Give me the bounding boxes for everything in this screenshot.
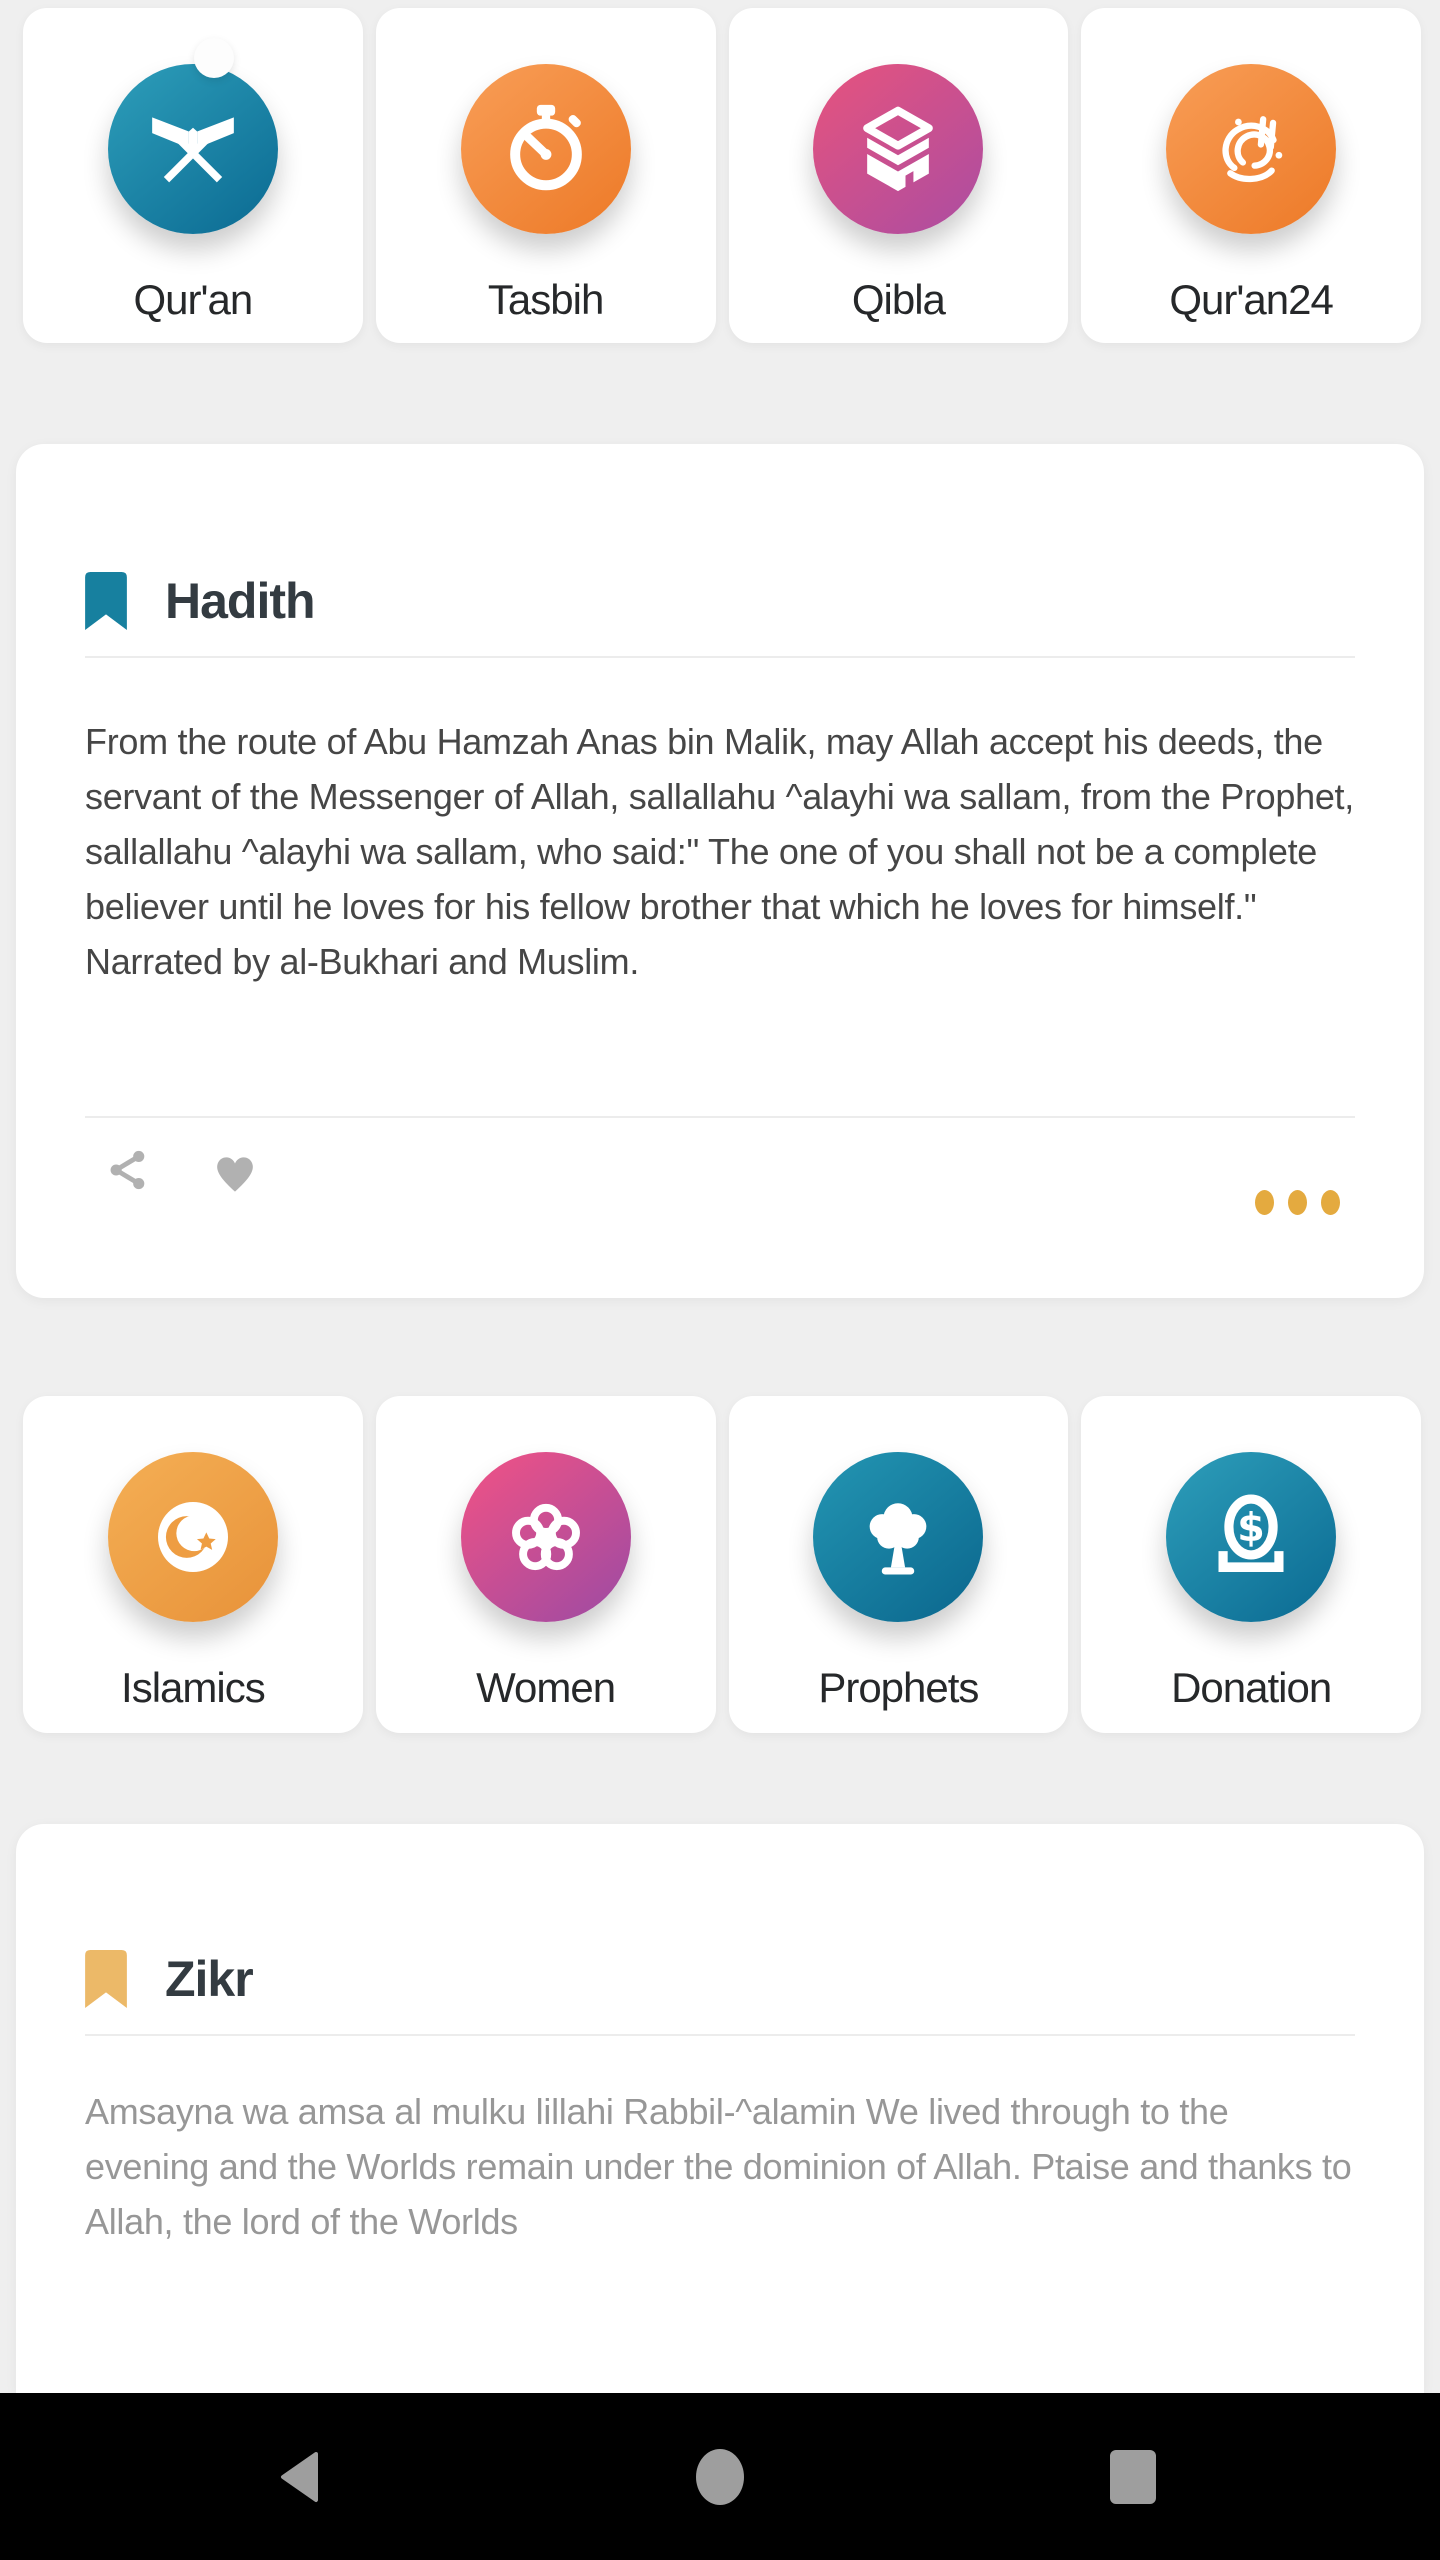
divider: [85, 1116, 1355, 1118]
android-navigation-bar: [0, 2393, 1440, 2560]
shortcut-card-quran[interactable]: [23, 8, 363, 343]
coin-donation-glyph: [1201, 1487, 1301, 1587]
shortcut-card-donation[interactable]: [1081, 1396, 1421, 1733]
quran-rehal-glyph: [143, 99, 243, 199]
back-button[interactable]: [274, 2393, 324, 2560]
shortcut-card-quran24[interactable]: [1081, 8, 1421, 343]
tree-icon: [813, 1452, 983, 1622]
hadith-text: From the route of Abu Hamzah Anas bin Malik, may Allah accept his deeds, the servant of the Messenger of Allah, sallallahu ^alayhi wa sallam, from the Prophet, sallallahu ^alayhi wa sallam, who said:" The one of you shall not be a complete believer until he loves for his fellow brother that which he loves for himself." Narrated by al-Bukhari and Muslim.: [85, 721, 1354, 982]
shortcut-label: Qur'an24: [1169, 276, 1333, 323]
crescent-star-icon: [108, 1452, 278, 1622]
kaaba-glyph: [848, 99, 948, 199]
shortcut-label: Tasbih: [487, 276, 604, 323]
home-button[interactable]: [695, 2393, 745, 2560]
coin-donation-icon: [1166, 1452, 1336, 1622]
calligraphy-glyph: [1197, 95, 1305, 203]
flower-glyph: [496, 1487, 596, 1587]
svg-text:$: $: [1237, 1505, 1265, 1552]
divider: [85, 2034, 1355, 2036]
stopwatch-glyph: [496, 99, 596, 199]
shortcut-label: Qibla: [851, 276, 945, 323]
overflow-menu-button[interactable]: [1255, 1190, 1340, 1215]
share-button[interactable]: [105, 1147, 151, 1193]
hadith-card-header: [85, 444, 1355, 630]
shortcut-card-prophets[interactable]: [729, 1396, 1069, 1733]
mid-shortcut-row: [23, 1396, 1421, 1733]
card-title: Hadith: [165, 573, 315, 629]
shortcut-label: Women: [476, 1664, 616, 1711]
shortcut-card-tasbih[interactable]: [376, 8, 716, 343]
back-icon: [274, 2448, 324, 2506]
tree-glyph: [848, 1487, 948, 1587]
recents-button[interactable]: [1109, 2393, 1157, 2560]
hadith-actions: [105, 1146, 261, 1194]
heart-icon: [209, 1146, 261, 1194]
bookmark-icon: [85, 572, 127, 630]
zikr-card: [16, 1824, 1424, 2393]
top-shortcut-row: [23, 8, 1421, 343]
bookmark-icon: [85, 1950, 127, 2008]
shortcut-label: Islamics: [121, 1664, 265, 1711]
share-icon: [105, 1147, 151, 1193]
zikr-text: Amsayna wa amsa al mulku lillahi Rabbil-^alamin We lived through to the evening and the Worlds remain under the dominion of Allah. Ptaise and thanks to Allah, the lord of the Worlds: [85, 2091, 1352, 2242]
white-dot-overlay: [194, 38, 234, 78]
flower-icon: [461, 1452, 631, 1622]
kaaba-icon: [813, 64, 983, 234]
quran-calligraphy-icon: [1166, 64, 1336, 234]
shortcut-card-islamics[interactable]: [23, 1396, 363, 1733]
home-icon: [695, 2448, 745, 2506]
card-title: Zikr: [165, 1951, 253, 2007]
recents-icon: [1109, 2449, 1157, 2505]
shortcut-label: Qur'an: [133, 276, 253, 323]
quran-rehal-icon: [108, 64, 278, 234]
hadith-card: [16, 444, 1424, 1298]
shortcut-card-women[interactable]: [376, 1396, 716, 1733]
shortcut-label: Prophets: [818, 1664, 979, 1711]
favorite-button[interactable]: [209, 1146, 261, 1194]
shortcut-card-qibla[interactable]: [729, 8, 1069, 343]
shortcut-label: Donation: [1171, 1664, 1332, 1711]
divider: [85, 656, 1355, 658]
crescent-star-glyph: [143, 1487, 243, 1587]
zikr-card-header: [85, 1824, 1355, 2008]
stopwatch-icon: [461, 64, 631, 234]
